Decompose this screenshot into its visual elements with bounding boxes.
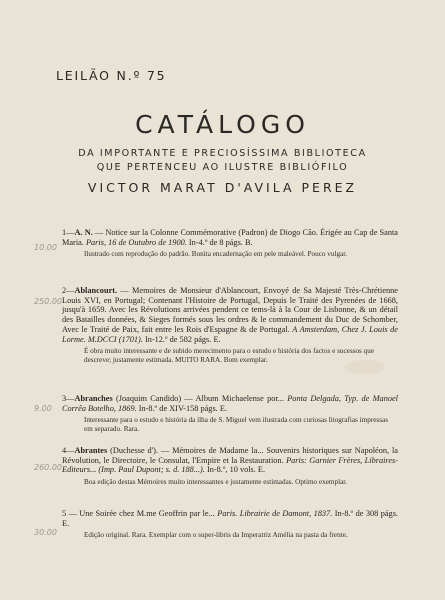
catalog-title: CATÁLOGO [135,110,310,139]
subtitle-line-1: DA IMPORTANTE E PRECIOSÍSSIMA BIBLIOTECA [78,148,367,159]
entry-number: 3 [62,394,67,403]
auction-number: LEILÃO N.º 75 [56,68,167,83]
entry-collation: In-8.º de XIV-158 págs. E. [136,403,227,413]
entry-imprint: Paris, 16 de Outubro de 1900. [85,237,187,247]
handwritten-price: 30.00 [34,528,57,537]
handwritten-price: 9.00 [34,404,52,413]
handwritten-price: 250.00 [34,297,62,306]
entry-body: (Joaquim Candido) — Album Michaelense por... [112,394,288,403]
collector-name: VICTOR MARAT D'AVILA PEREZ [87,180,358,195]
entry-note: Boa edição destas Mémoires muito interessantes e justamente estimadas. Optimo exemplar. [84,478,348,487]
subtitle-line-2: QUE PERTENCEU AO ILUSTRE BIBLIÓFILO [96,162,349,173]
entry-text [62,509,398,528]
entry-heading: Abranches [74,394,113,403]
entry-number: 5 [62,509,67,518]
entry-note: Edição original. Rara. Exemplar com o super-libris da Imperatriz Amélia na pasta da frente. [84,531,348,540]
entry-body: — Une Soirée chez M.me Geoffrin par le... [66,509,218,518]
entry-note: É obra muito interessante e de subido merecimento para o estudo e história dos factos e sucessos que descreve; justamente estimada. MUITO RARA. Bom exemplar. [84,347,375,364]
catalog-entry [62,286,398,364]
entry-number: 1 [62,228,67,237]
entry-collation: In-12.º de 582 págs. E. [142,334,221,344]
entry-body: — Memoires de Monsieur d'Ablancourt, Envoyé de Sa Majesté Très-Chrétienne Louis XVI, en Portugal; Contenant l'Histoire de Portugal, Depuis le Traité des Pyrenées de 1668, jusqu'à 1659. Avec les Révolutions arrivées pendent ce tems-là à la Cour de Lisbonne, & un détail des Batailles données, & Sieges formés sous les ordres & le commandement du Duc de Schomber, Avec le Traité de Paix, fait entre les Rois d'Espagne & de Portugal. [62,286,398,334]
entry-number: 4 [62,446,67,455]
catalog-entry [62,228,398,259]
entry-note: Interessante para o estudo e história da ilha de S. Miguel vem ilustrada com curiosas litografias impressas em separado. Rara. [84,416,388,433]
entry-imprint: A Amsterdam, Chez J. Louis de Lorme. M.DCCI (1701). [62,324,398,344]
entry-note: Ilustrado com reprodução do padrão. Bonita encadernação em pele maleável. Pouco vulgar. [84,250,348,259]
handwritten-price: 10.00 [34,243,57,252]
entry-collation: In-4.º de 8 págs. B. [186,237,253,247]
entry-text: 1—A. N. — Notice sur la Colonne Commémorative (Padron) de Diogo Cão. Érigée au Cap de Santa Maria. Paris, 16 de Outubro de 1900. In-4.º de 8 págs. B. [62,228,398,247]
entry-collation: In-8.º, 10 vols. E. [204,465,266,475]
entry-imprint: Paris: Garnier Frères, Libraires-Editeurs... (Imp. Paul Dupont; s. d. 188...). [62,455,399,475]
entry-text: 3—Abranches (Joaquim Candido) — Album Michaelense por... Ponta Delgada, Typ. de Manoel Corrêa Botelho, 1869. In-8.º de XIV-158 págs. E. [62,394,398,413]
catalog-entry [62,394,398,434]
entry-imprint: Paris. Librairie de Damont, 1837. [217,509,333,518]
entry-text: 2—Ablancourt. — Memoires de Monsieur d'Ablancourt, Envoyé de Sa Majesté Très-Chrétienne Louis XVI, en Portugal; Contenant l'Histoire de Portugal, Depuis le Traité des Pyrenées de 1668, jusqu'à 1659. Avec les Révolutions arrivées pendent ce tems-là à la Cour de Lisbonne, & un détail des Batailles données, & Sieges formés sous les ordres & le commandement du Duc de Schomber, Avec le Traité de Paix, fait entre les Rois d'Espagne & de Portugal. A Amsterdam, Chez J. Louis de Lorme. M.DCCI (1701). In-12.º de 582 págs. E. [62,286,398,344]
entry-text: 4—Abrantes (Duchesse d'). — Mémoires de Madame la... Souvenirs historiques sur Napoléon, la Révolution, le Directoire, le Consulat, l'Empire et la Restauration. Paris: Garnier Frères, Libraires-Editeurs... (Imp. Paul Dupont; s. d. 188...). In-8.º, 10 vols. E. [62,446,399,475]
catalog-entry [62,509,398,540]
paper-stain [345,360,385,374]
entry-heading: Ablancourt. [74,286,118,295]
entry-imprint: Ponta Delgada, Typ. de Manoel Corrêa Botelho, 1869. [62,394,398,413]
entry-number: 2 [62,286,67,295]
handwritten-price: 260.00 [34,463,62,472]
entry-body: — Notice sur la Colonne Commémorative (Padron) de Diogo Cão. Érigée au Cap de Santa Maria. [62,228,398,247]
catalog-entry [62,446,398,487]
entry-heading: Abrantes [74,446,108,455]
entry-body: (Duchesse d'). — Mémoires de Madame la... Souvenirs historiques sur Napoléon, la Révolution, le Directoire, le Consulat, l'Empire et la Restauration. [62,446,398,465]
entry-heading: A. N. [74,228,93,237]
entry-collation: In-8.º de 308 págs. E. [62,509,398,528]
